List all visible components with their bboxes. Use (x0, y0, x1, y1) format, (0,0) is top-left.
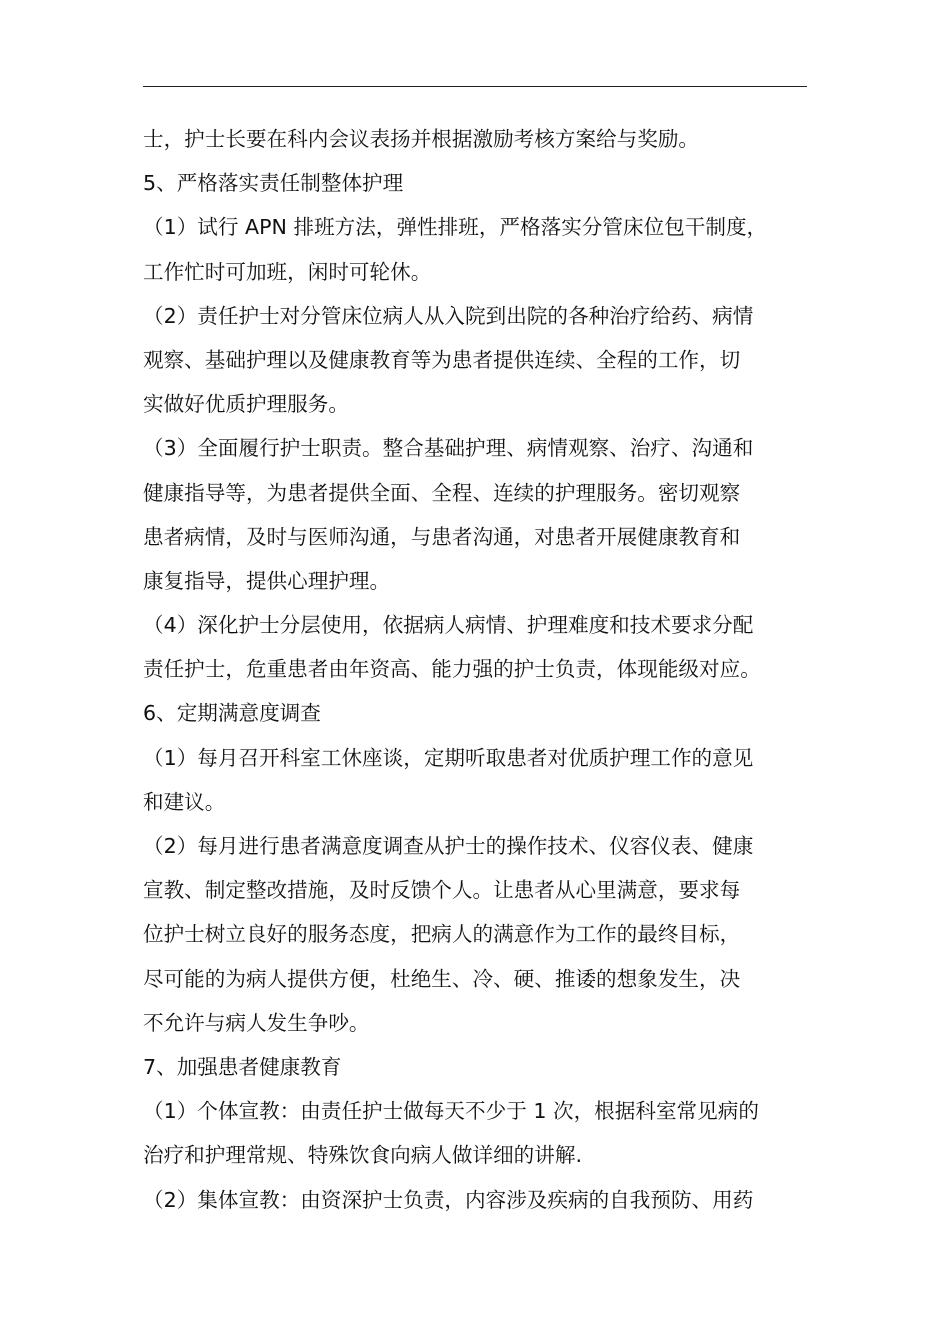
text-line: （2）集体宣教：由资深护士负责，内容涉及疾病的自我预防、用药 (143, 1187, 754, 1212)
text-line: 治疗和护理常规、特殊饮食向病人做详细的讲解. (143, 1143, 583, 1168)
header-rule (143, 86, 807, 87)
text-line: 工作忙时可加班，闲时可轮休。 (143, 259, 432, 284)
text-line: 士，护士长要在科内会议表扬并根据激励考核方案给与奖励。 (143, 127, 700, 151)
document-body (143, 117, 811, 1222)
section-heading-6: 6、定期满意度调查 (143, 701, 321, 726)
text-line: 实做好优质护理服务。 (143, 392, 349, 417)
text-line: 不允许与病人发生争吵。 (143, 1010, 370, 1035)
text-line: （1）个体宣教：由责任护士做每天不少于 1 次，根据科室常见病的 (143, 1099, 759, 1124)
text-line: 患者病情，及时与医师沟通，与患者沟通，对患者开展健康教育和 (143, 524, 741, 549)
text-line: 宣教、制定整改措施，及时反馈个人。让患者从心里满意，要求每 (143, 878, 741, 903)
text-line: （2）责任护士对分管床位病人从入院到出院的各种治疗给药、病情 (143, 303, 754, 328)
text-line: （4）深化护士分层使用，依据病人病情、护理难度和技术要求分配 (143, 613, 754, 638)
text-line: 位护士树立良好的服务态度，把病人的满意作为工作的最终目标， (143, 922, 741, 947)
text-line: 责任护士，危重患者由年资高、能力强的护士负责，体现能级对应。 (143, 657, 761, 682)
text-line: 健康指导等，为患者提供全面、全程、连续的护理服务。密切观察 (143, 480, 741, 505)
text-line: 康复指导，提供心理护理。 (143, 568, 391, 593)
text-line: （2）每月进行患者满意度调查从护士的操作技术、仪容仪表、健康 (143, 834, 754, 858)
text-line: 观察、基础护理以及健康教育等为患者提供连续、全程的工作，切 (143, 347, 741, 372)
text-line: 和建议。 (143, 789, 226, 814)
text-line: （1）试行 APN 排班方法，弹性排班，严格落实分管床位包干制度， (143, 215, 768, 240)
section-heading-7: 7、加强患者健康教育 (143, 1054, 342, 1079)
text-line: （3）全面履行护士职责。整合基础护理、病情观察、治疗、沟通和 (143, 436, 754, 461)
section-heading-5: 5、严格落实责任制整体护理 (143, 171, 404, 196)
text-line: 尽可能的为病人提供方便，杜绝生、冷、硬、推诿的想象发生，决 (143, 966, 741, 991)
text-line: （1）每月召开科室工休座谈，定期听取患者对优质护理工作的意见 (143, 745, 754, 770)
